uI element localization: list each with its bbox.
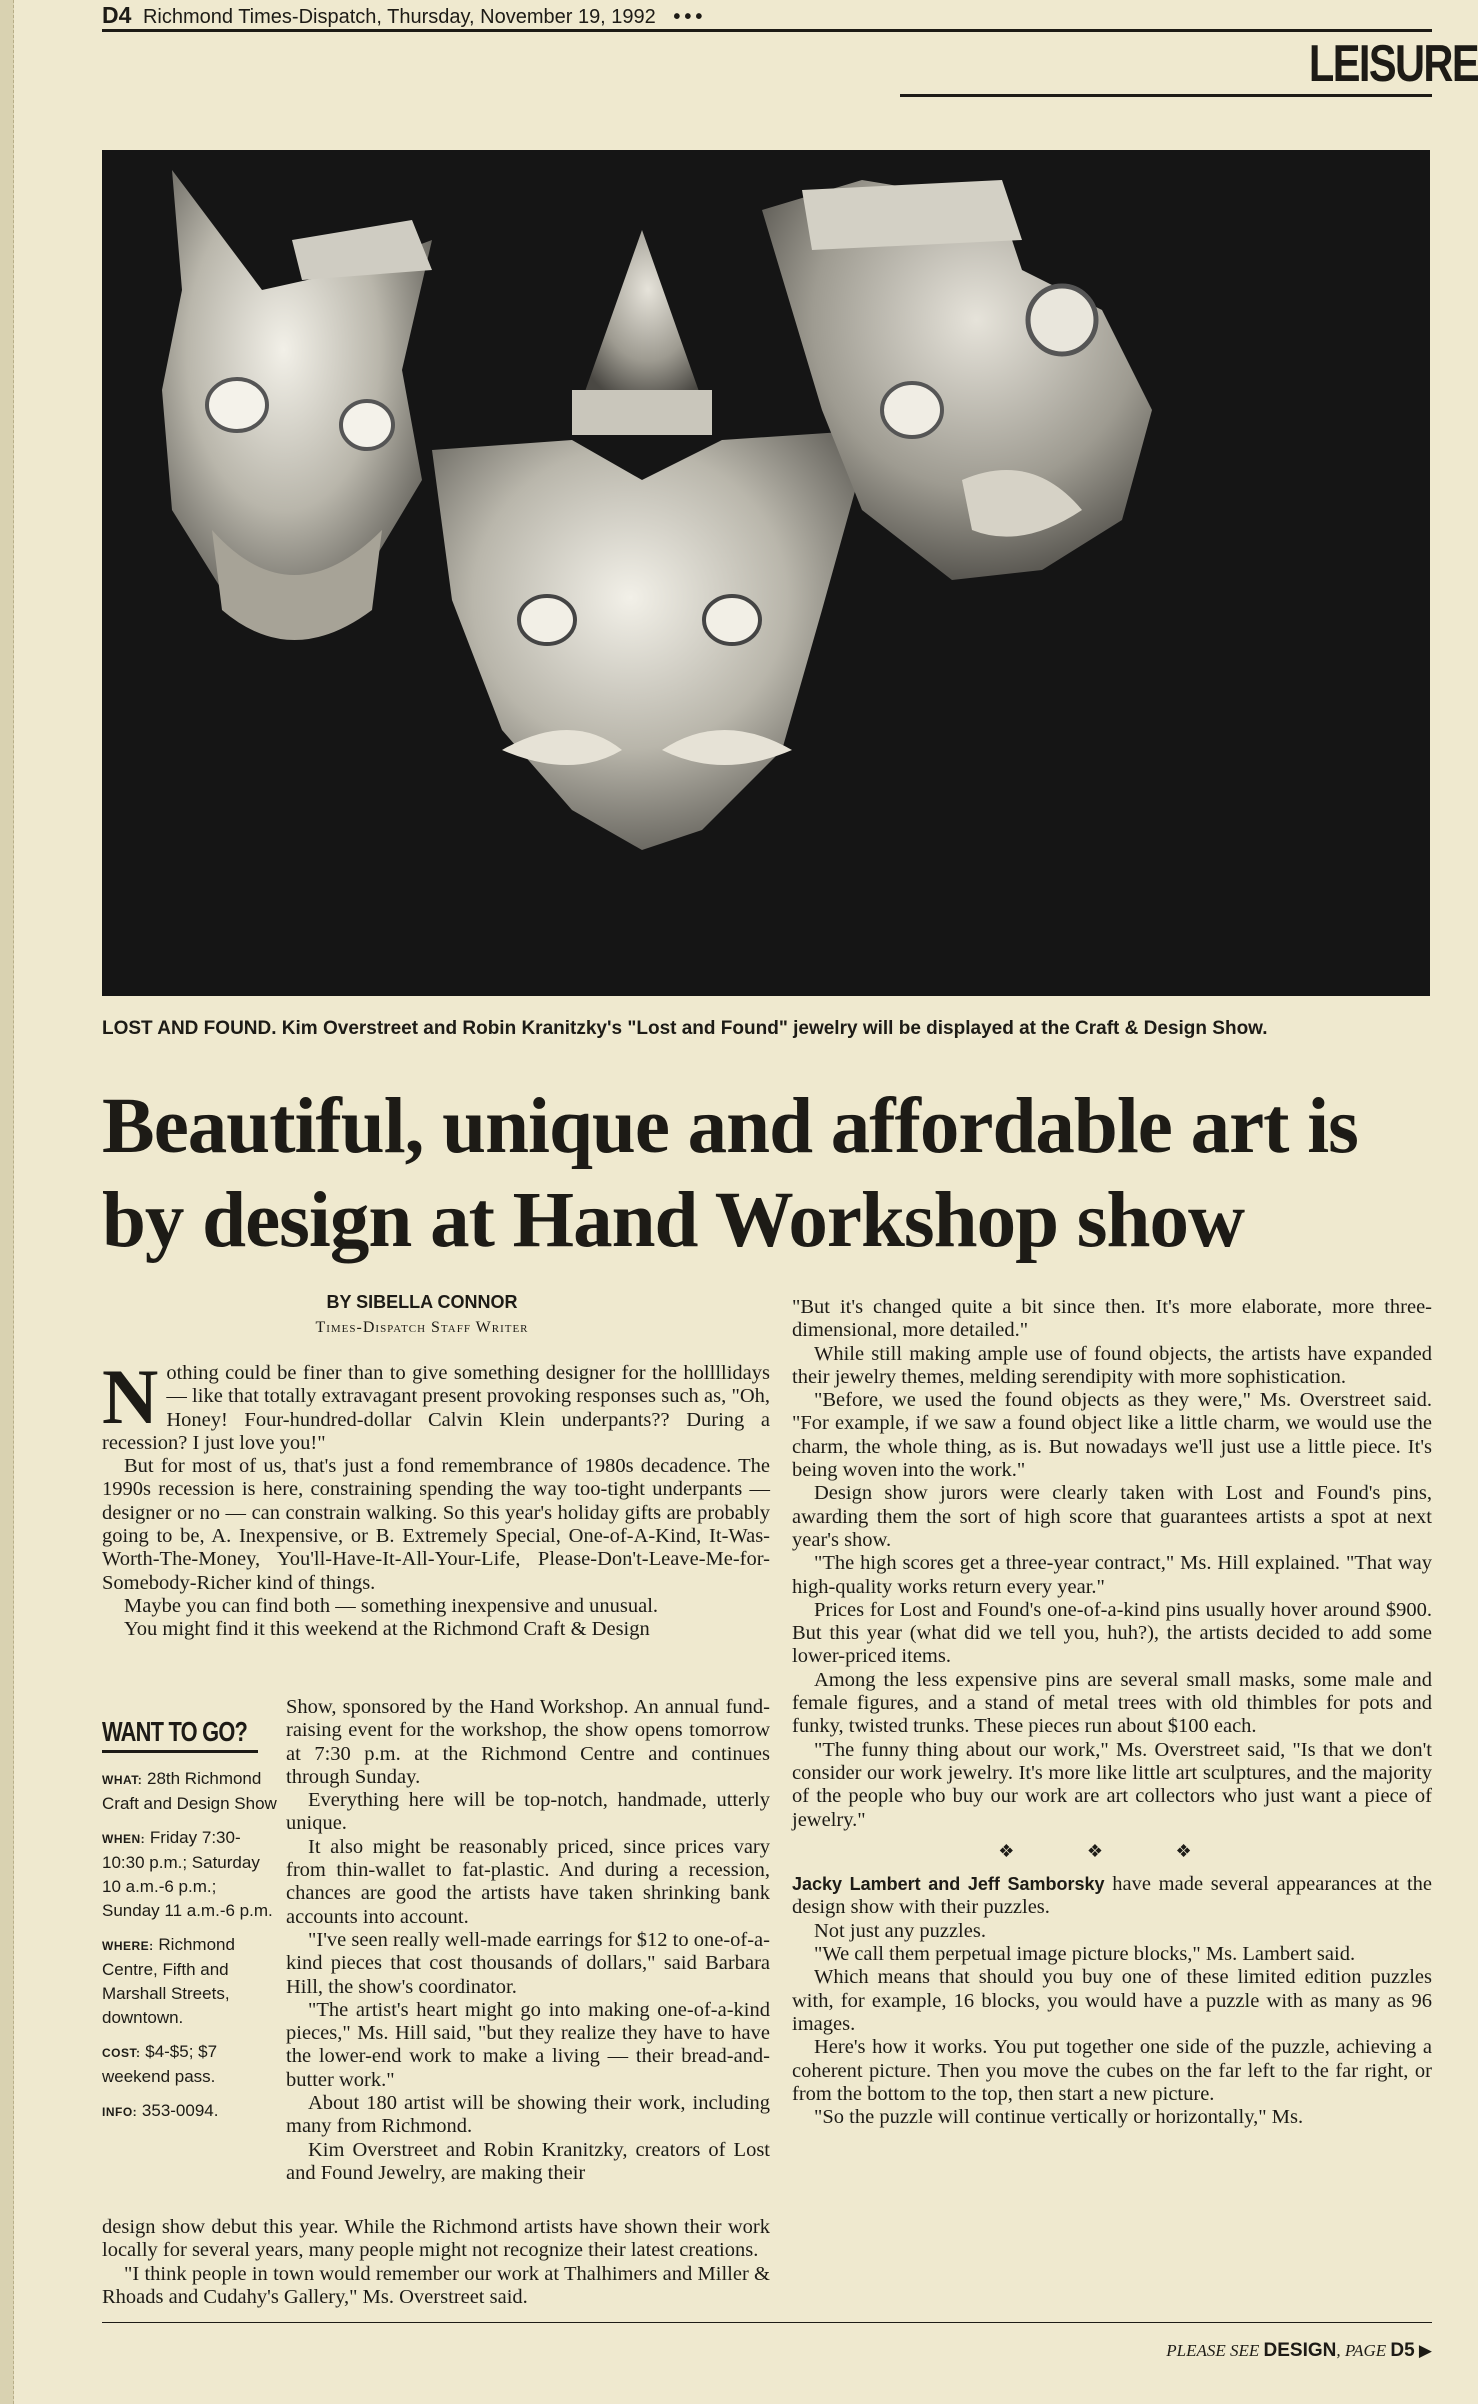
sidebar-label: COST: [102,2046,141,2060]
paragraph: Here's how it works. You put together one side of the puzzle, achieving a coherent picture. Then you move the cubes on the far left to the far right, or from the bottom to the top, then start a new picture. [792,2036,1432,2105]
paragraph: design show debut this year. While the Richmond artists have shown their work locally for several years, many people might not recognize their latest creations. [102,2216,770,2262]
caption-lead: LOST AND FOUND. [102,1018,277,1039]
paragraph: Which means that should you buy one of these limited edition puzzles with, for example, 16 blocks, you would have a puzzle with as many as 96 images. [792,1966,1432,2035]
paragraph: "I think people in town would remember our work at Thalhimers and Miller & Rhoads and Cudahy's Gallery," Ms. Overstreet said. [102,2262,770,2308]
jump-line[interactable]: PLEASE SEE DESIGN, PAGE D5 ▶ [1166,2340,1432,2361]
paragraph: Maybe you can find both — something inexpensive and unusual. [124,1594,659,1617]
byline [102,1292,742,1337]
want-to-go-sidebar [102,1716,278,2134]
sidebar-item-cost [102,2040,278,2089]
sidebar-label: INFO: [102,2105,138,2119]
paragraph: "So the puzzle will continue vertically or horizontally," Ms. [814,2106,1304,2129]
folio-text: Richmond Times-Dispatch, Thursday, November 19, 1992 [142,6,656,28]
paragraph [792,1873,1432,1920]
paragraph: About 180 artist will be showing their work, including many from Richmond. [286,2092,770,2138]
paragraph: Kim Overstreet and Robin Kranitzky, creators of Lost and Found Jewelry, are making their [286,2138,770,2184]
paragraph: Not just any puzzles. [814,1919,986,1942]
sidebar-value: $4-$5; $7 weekend pass. [102,2042,218,2086]
perforated-edge [0,0,14,2404]
masthead [102,0,1432,32]
jewelry-photo-illustration [102,150,1430,996]
sidebar-value: Friday 7:30-10:30 p.m.; Saturday 10 a.m.-6 p.m.; Sunday 11 a.m.-6 p.m. [102,1828,273,1920]
paragraph: You might find it this weekend at the Richmond Craft & Design [124,1618,650,1641]
page-id: D4 [102,2,132,28]
paragraph: Among the less expensive pins are several small masks, some male and female figures, and a stand of metal trees with old thimbles for pots and funky, twisted trunks. These pieces run about $100 each. [792,1668,1432,1738]
arrow-right-icon: ▶ [1418,2341,1432,2360]
paragraph: Prices for Lost and Found's one-of-a-kind pins usually hover around $900. But this year (what did we tell you, huh?), the artists decided to add some lower-priced items. [792,1598,1432,1668]
sidebar-label: WHERE: [102,1939,154,1953]
footer-rule [102,2322,1432,2323]
photo-caption [102,1018,1432,1040]
section-rule [900,94,1432,97]
jump-prefix: PLEASE SEE [1166,2341,1260,2360]
sidebar-item-where [102,1933,278,2030]
paragraph: While still making ample use of found objects, the artists have expanded their jewelry themes, melding serendipity with more sophistication. [792,1342,1432,1388]
paragraph: Everything here will be top-notch, handmade, utterly unique. [286,1789,770,1835]
sidebar-item-info [102,2099,278,2124]
paragraph: "But it's changed quite a bit since then. It's more elaborate, more three-dimensional, more detailed." [792,1296,1432,1342]
drop-cap: N [102,1353,159,1440]
caption-text: Kim Overstreet and Robin Kranitzky's "Lost and Found" jewelry will be displayed at the Craft & Design Show. [281,1018,1268,1039]
column-1-narrow [286,1696,770,2185]
column-1-bottom [102,2216,770,2309]
paragraph: othing could be finer than to give something designer for the hollllidays — like that totally extravagant present provoking responses such as, "Oh, Honey! Four-hundred-dollar Calvin Klein underpants?? During a recession? I just love you!" [102,1362,770,1454]
lead-names: Jacky Lambert and Jeff Samborsky [792,1874,1105,1895]
paragraph: "Before, we used the found objects as they were," Ms. Overstreet said. "For example, if we saw a found object like a little charm, we would use the charm, the whole thing, as is. But nowadays we'll just use a little piece. It's being woven into the work." [792,1389,1432,1482]
sidebar-title: WANT TO GO? [102,1716,258,1753]
sidebar-item-what [102,1767,278,1816]
folio [102,2,706,29]
paragraph: "I've seen really well-made earrings for $12 to one-of-a-kind pieces that cost thousands of dollars," said Barbara Hill, the show's coordinator. [286,1928,770,1998]
byline-author: BY SIBELLA CONNOR [326,1292,518,1312]
headline: Beautiful, unique and affordable art is by design at Hand Workshop show [102,1083,1358,1264]
sidebar-value: Richmond Centre, Fifth and Marshall Streets, downtown. [102,1935,235,2027]
paragraph: "The funny thing about our work," Ms. Overstreet said, "Is that we don't consider our work jewelry. It's more like little art sculptures, and the majority of the people who buy our work are art collectors who just want a piece of jewelry." [792,1738,1432,1831]
column-1-top [102,1353,770,1642]
jump-page-label: PAGE [1344,2341,1387,2360]
sidebar-label: WHAT: [102,1773,143,1787]
paragraph: It also might be reasonably priced, since prices vary from thin-wallet to fat-plastic. And during a recession, chances are good the artists have taken shrinking bank accounts into account. [286,1835,770,1928]
sidebar-value: 353-0094. [141,2101,219,2120]
sidebar-item-when [102,1826,278,1923]
paragraph: "We call them perpetual image picture blocks," Ms. Lambert said. [814,1943,1356,1966]
jump-keyword: DESIGN [1263,2340,1337,2361]
sidebar-value: 28th Richmond Craft and Design Show [102,1769,277,1813]
lead-text: have made several appearances at the design show with their puzzles. [792,1873,1433,1919]
paragraph: But for most of us, that's just a fond remembrance of 1980s decadence. The 1990s recession is here, constraining spending the way too-tight underpants — designer or no — can constrain walking. So this year's holiday gifts are probably going to be, A. Inexpensive, or B. Extremely Special, One-of-A-Kind, It-Was-Worth-The-Money, You'll-Have-It-All-Your-Life, Please-Don't-Leave-Me-for-Somebody-Richer kind of things. [102,1455,770,1594]
paragraph: "The artist's heart might go into making one-of-a-kind pieces," Ms. Hill said, "but they realize they have to have the lower-end work to make a living — their bread-and-butter work." [286,1998,770,2091]
jump-page: D5 [1390,2340,1415,2361]
paragraph: "The high scores get a three-year contract," Ms. Hill explained. "That way high-quality works return every year." [792,1552,1432,1598]
paragraph: Show, sponsored by the Hand Workshop. An annual fund-raising event for the workshop, the show opens tomorrow at 7:30 p.m. at the Richmond Centre and continues through Sunday. [286,1696,770,1788]
paragraph: Design show jurors were clearly taken with Lost and Found's pins, awarding them the sort of high score that guarantees artists a spot at next year's show. [792,1482,1432,1551]
section-label: LEISURE [1308,35,1478,93]
folio-dots: ••• [673,6,707,28]
jewelry-photo [102,150,1430,996]
byline-role: Times-Dispatch Staff Writer [315,1319,529,1336]
sidebar-label: WHEN: [102,1832,146,1846]
section-break-ornament: ❖ ❖ ❖ [998,1840,1226,1861]
column-2 [792,1296,1432,2129]
